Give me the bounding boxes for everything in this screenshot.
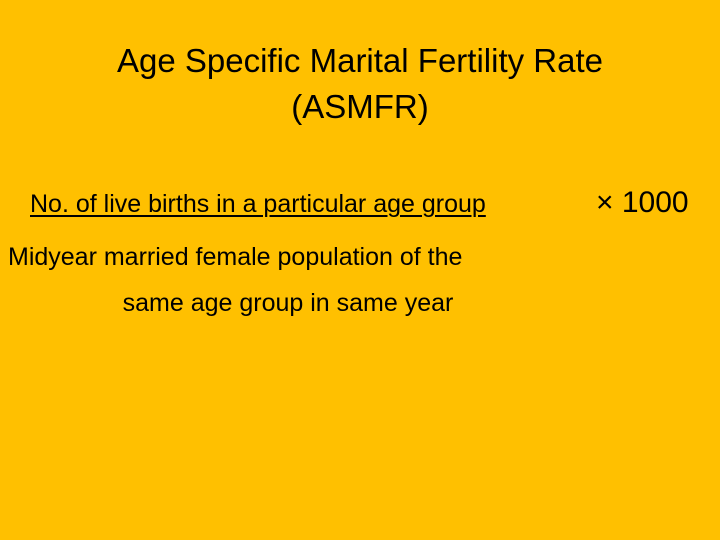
title-line-1: Age Specific Marital Fertility Rate xyxy=(117,42,603,79)
denominator-line-1: Midyear married female population of the xyxy=(8,243,463,271)
denominator-line-2: same age group in same year xyxy=(122,289,454,317)
formula-multiplier: × 1000 xyxy=(596,186,689,219)
title-line-2: (ASMFR) xyxy=(291,88,429,125)
formula-numerator: No. of live births in a particular age group xyxy=(30,190,486,218)
slide-title xyxy=(40,38,680,130)
formula-denominator xyxy=(8,234,568,326)
